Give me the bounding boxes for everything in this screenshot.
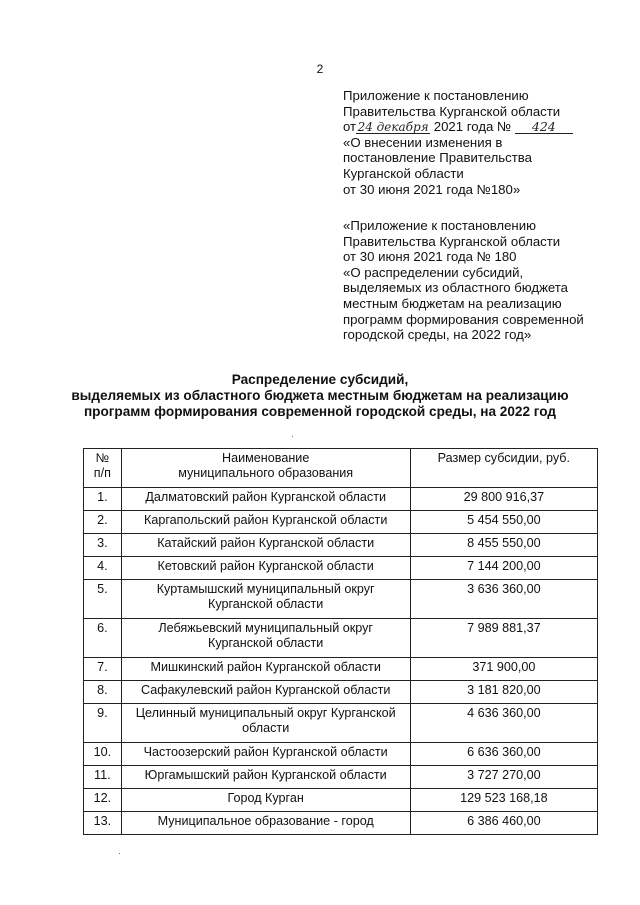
row-amount: 4 636 360,00 xyxy=(410,704,597,743)
row-number: 12. xyxy=(84,789,122,812)
subsidy-table xyxy=(83,448,598,835)
appendix-line-2: Правительства Курганской области xyxy=(343,103,561,119)
scan-speck: · xyxy=(291,431,294,441)
original-appendix-line-4: «О распределении субсидий, xyxy=(343,264,524,280)
row-amount: 7 989 881,37 xyxy=(410,619,597,658)
row-name: Город Курган xyxy=(121,789,410,812)
row-name: Катайский район Курганской области xyxy=(121,534,410,557)
table-row xyxy=(84,511,598,534)
appendix-block xyxy=(343,88,603,197)
header-number-line-1: № xyxy=(95,451,110,465)
header-name-line-2: муниципального образования xyxy=(178,465,354,480)
row-amount: 3 727 270,00 xyxy=(410,766,597,789)
row-amount: 8 455 550,00 xyxy=(410,534,597,557)
table-row xyxy=(84,812,598,835)
header-amount: Размер субсидии, руб. xyxy=(410,449,597,488)
row-amount: 371 900,00 xyxy=(410,658,597,681)
row-number: 5. xyxy=(84,580,122,619)
table-row xyxy=(84,789,598,812)
table-row xyxy=(84,743,598,766)
row-number: 11. xyxy=(84,766,122,789)
year-text: 2021 года № xyxy=(430,119,512,135)
original-appendix-line-3: от 30 июня 2021 года № 180 xyxy=(343,249,517,265)
row-name: Каргапольский район Курганской области xyxy=(121,511,410,534)
row-number: 9. xyxy=(84,704,122,743)
row-number: 6. xyxy=(84,619,122,658)
row-number: 4. xyxy=(84,557,122,580)
table-row xyxy=(84,681,598,704)
original-appendix-line-5: выделяемых из областного бюджета xyxy=(343,280,569,296)
row-amount: 3 181 820,00 xyxy=(410,681,597,704)
table-row xyxy=(84,766,598,789)
row-amount: 6 636 360,00 xyxy=(410,743,597,766)
original-appendix-line-6: местным бюджетам на реализацию xyxy=(343,295,562,311)
row-name: Мишкинский район Курганской области xyxy=(121,658,410,681)
row-number: 1. xyxy=(84,488,122,511)
original-appendix-line-8: городской среды, на 2022 год» xyxy=(343,327,532,343)
table-row xyxy=(84,534,598,557)
row-name: Сафакулевский район Курганской области xyxy=(121,681,410,704)
original-appendix-block xyxy=(343,218,613,343)
row-name: Далматовский район Курганской области xyxy=(121,488,410,511)
table-row xyxy=(84,580,598,619)
row-number: 13. xyxy=(84,812,122,835)
row-name: Кетовский район Курганской области xyxy=(121,557,410,580)
appendix-line-5: постановление Правительства xyxy=(343,150,532,166)
row-name: Куртамышский муниципальный округ Курганской области xyxy=(121,580,410,619)
row-number: 2. xyxy=(84,511,122,534)
row-name: Муниципальное образование - город xyxy=(121,812,410,835)
table-row xyxy=(84,658,598,681)
table-header-row xyxy=(84,449,598,488)
table-row xyxy=(84,488,598,511)
handwritten-date: 24 декабря xyxy=(357,120,429,135)
header-name-line-1: Наименование xyxy=(222,451,310,465)
table-row xyxy=(84,704,598,743)
row-name: Юргамышский район Курганской области xyxy=(121,766,410,789)
row-number: 3. xyxy=(84,534,122,557)
appendix-line-4: «О внесении изменения в xyxy=(343,134,503,150)
header-name xyxy=(121,449,410,488)
heading-line-3: программ формирования современной городской среды, на 2022 год xyxy=(83,404,557,420)
table-row xyxy=(84,557,598,580)
appendix-line-7: от 30 июня 2021 года №180» xyxy=(343,181,521,197)
page-number: 2 xyxy=(316,62,324,76)
appendix-line-6: Курганской области xyxy=(343,165,464,181)
appendix-date-line xyxy=(343,119,603,135)
row-amount: 5 454 550,00 xyxy=(410,511,597,534)
header-number-line-2: п/п xyxy=(93,465,111,480)
row-name: Частоозерский район Курганской области xyxy=(121,743,410,766)
heading-line-1: Распределение субсидий, xyxy=(231,372,409,387)
row-name: Лебяжьевский муниципальный округ Курганской области xyxy=(121,619,410,658)
row-amount: 29 800 916,37 xyxy=(410,488,597,511)
row-name: Целинный муниципальный округ Курганской области xyxy=(121,704,410,743)
row-amount: 129 523 168,18 xyxy=(410,789,597,812)
row-number: 8. xyxy=(84,681,122,704)
heading-line-2: выделяемых из областного бюджета местным бюджетам на реализацию xyxy=(71,388,569,404)
original-appendix-line-7: программ формирования современной xyxy=(343,311,584,327)
original-appendix-line-1: «Приложение к постановлению xyxy=(343,218,536,233)
header-number xyxy=(84,449,122,488)
row-number: 7. xyxy=(84,658,122,681)
row-amount: 7 144 200,00 xyxy=(410,557,597,580)
row-amount: 3 636 360,00 xyxy=(410,580,597,619)
appendix-line-1: Приложение к постановлению xyxy=(343,88,529,103)
handwritten-number: 424 xyxy=(515,121,573,134)
original-appendix-line-2: Правительства Курганской области xyxy=(343,233,561,249)
row-number: 10. xyxy=(84,743,122,766)
row-amount: 6 386 460,00 xyxy=(410,812,597,835)
date-prefix: от xyxy=(343,119,357,135)
scan-speck: · xyxy=(118,848,121,858)
table-row xyxy=(84,619,598,658)
document-heading xyxy=(0,372,640,421)
